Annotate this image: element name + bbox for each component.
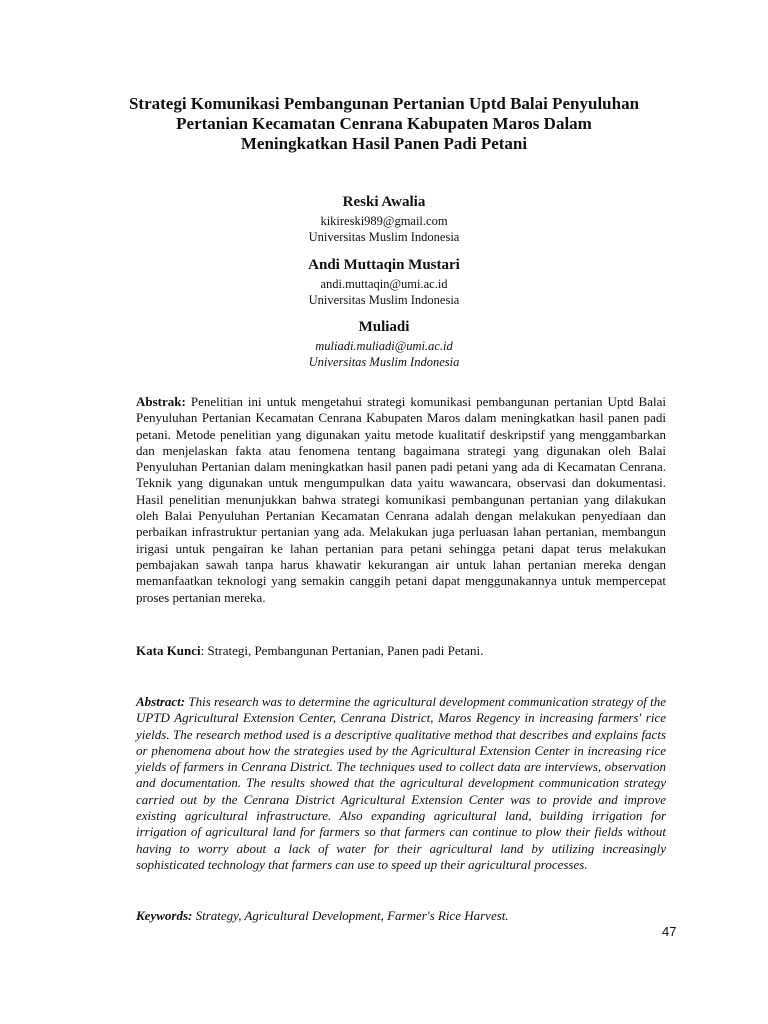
author-affiliation: Universitas Muslim Indonesia — [308, 229, 460, 244]
author-affiliation: Universitas Muslim Indonesia — [308, 354, 460, 369]
abstract-paragraph — [136, 694, 666, 873]
author-name: Muliadi — [358, 319, 410, 335]
author-email: muliadi.muliadi@umi.ac.id — [315, 339, 453, 353]
title-line: Meningkatkan Hasil Panen Padi Petani — [240, 134, 528, 153]
abstract-text: This research was to determine the agricultural development communication strategy of the UPTD Agricultural Extension Center, Cenrana District, Maros Regency in increasing farmers' rice yields. The research method used is a descriptive qualitative method that describes and explains facts or phenomena about how the strategies used by the Agricultural Extension Center in increasing rice yields of farmers in Cenrana District. The techniques used to collect data are interviews, observation and documentation. The results showed that the agricultural development communication strategy carried out by the Cenrana District Agricultural Extension Center was to provide and improve existing agricultural infrastructure. Also expanding agricultural land, building irrigation for irrigation of agricultural land for farmers so that farmers can continue to plow their fields without having to worry about a lack of water for their agricultural land by utilizing increasingly sophisticated technology that farmers can use to speed up their agricultural processes. — [136, 694, 666, 872]
author-email: kikireski989@gmail.com — [320, 214, 448, 228]
paper-title — [120, 94, 648, 154]
keywords-paragraph — [136, 908, 666, 924]
author-block — [180, 256, 588, 308]
author-name: Andi Muttaqin Mustari — [308, 257, 460, 273]
kata-kunci-paragraph — [136, 643, 666, 659]
title-line: Pertanian Kecamatan Cenrana Kabupaten Maros Dalam — [176, 114, 592, 133]
abstrak-label: Abstrak: — [136, 394, 186, 409]
title-line: Strategi Komunikasi Pembangunan Pertanian Uptd Balai Penyuluhan — [128, 94, 640, 113]
abstract-label: Abstract: — [136, 694, 186, 709]
author-block — [180, 318, 588, 370]
author-name: Reski Awalia — [342, 194, 426, 210]
author-email: andi.muttaqin@umi.ac.id — [320, 277, 448, 291]
kata-kunci-text: : Strategi, Pembangunan Pertanian, Panen padi Petani. — [200, 643, 484, 658]
keywords-text: Strategy, Agricultural Development, Farmer's Rice Harvest. — [192, 908, 509, 923]
keywords-label: Keywords: — [136, 908, 193, 923]
author-block — [180, 193, 588, 245]
kata-kunci-label: Kata Kunci — [136, 643, 201, 658]
author-affiliation: Universitas Muslim Indonesia — [308, 292, 460, 307]
abstrak-paragraph — [136, 394, 666, 606]
abstrak-text: Penelitian ini untuk mengetahui strategi komunikasi pembangunan pertanian Uptd Balai Penyuluhan Pertanian Kecamatan Cenrana Kabupaten Maros dalam meningkatkan hasil panen padi petani. Metode penelitian yang digunakan yaitu metode kualitatif deskripstif yang menggambarkan dan menjelaskan fakta atau fenomena tentang bagaimana strategi yang digunakan oleh Balai Penyuluhan Pertanian dalam meningkatkan hasil panen padi petani yang ada di Kecamatan Cenrana. Teknik yang digunakan untuk mengumpulkan data yaitu wawancara, observasi dan dokumentasi. Hasil penelitian menunjukkan bahwa strategi komunikasi pembangunan pertanian yang dilakukan oleh Balai Penyuluhan Pertanian Kecamatan Cenrana adalah dengan melakukan penyediaan dan perbaikan infrastruktur pertanian yang ada. Melakukan juga perluasan lahan pertanian, membangun irigasi untuk pengairan ke lahan pertanian para petani sehingga petani dapat terus melakukan pembajakan sawah tanpa harus khawatir kekurangan air untuk lahan pertanian mereka dengan memanfaatkan teknologi yang semakin canggih petani dapat menggunakannya untuk mempercepat proses pertanian mereka. — [136, 394, 666, 605]
page-number: 47 — [662, 924, 677, 939]
